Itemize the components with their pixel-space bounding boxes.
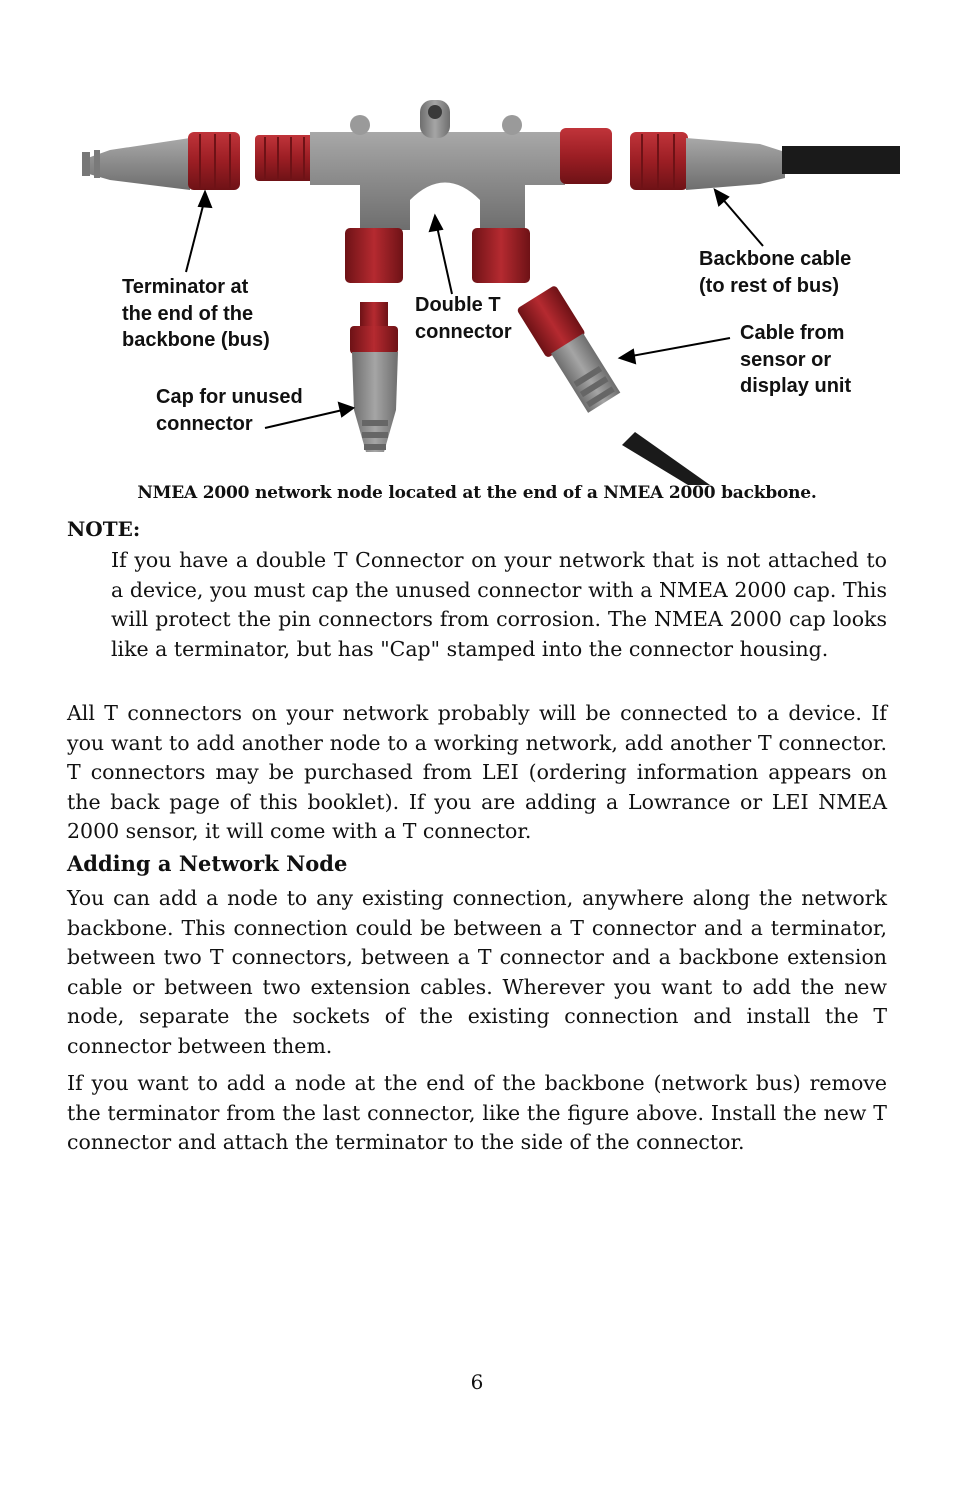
terminator-connector — [82, 132, 240, 190]
page-number: 6 — [470, 1370, 484, 1394]
figure-caption: NMEA 2000 network node located at the end of a NMEA 2000 backbone. — [137, 483, 817, 503]
note-text: If you have a double T Connector on your network that is not attached to a device, you must cap the unused connector with a NMEA 2000 cap. This will protect the pin connectors from corrosion. The NMEA 2000 cap looks like a terminator, but has "Cap" stamped into the connector housing. — [111, 548, 887, 661]
paragraph-add-node: You can add a node to any existing connection, anywhere along the network backbone. This connection could be between a T connector and a terminator, between two T connectors, between a T connector and a backbone extension cable or between two extension cables. Wherever you want to add the new node, separate the sockets of the existing connection and install the T connector between them. — [67, 886, 887, 1058]
double-t-connector — [255, 100, 612, 283]
section-heading: Adding a Network Node — [67, 851, 348, 876]
paragraph-end-of-backbone: If you want to add a node at the end of the backbone (network bus) remove the terminator from the last connector, like the figure above. Install the new T connector and attach the terminator to the side of the connector. — [67, 1071, 887, 1155]
note-heading: NOTE: — [67, 517, 141, 541]
backbone-cable — [630, 132, 900, 190]
paragraph-t-connectors: All T connectors on your network probably will be connected to a device. If you want to add another node to a working network, add another T connector. T connectors may be purchased from LEI (ordering information appears on the back page of this booklet). If you are adding a Lowrance or LEI NMEA 2000 sensor, it will come with a T connector. — [67, 701, 887, 844]
sensor-cable — [516, 285, 710, 485]
callout-terminator: Terminator at the end of the backbone (bus) — [122, 276, 270, 351]
callout-double-t-connector: Double T connector — [415, 294, 512, 343]
callout-cap: Cap for unused connector — [156, 386, 303, 435]
cap-connector — [350, 302, 398, 452]
connector-figure — [60, 80, 900, 485]
callout-backbone-cable: Backbone cable (to rest of bus) — [699, 248, 852, 297]
callout-cable-from-sensor: Cable from sensor or display unit — [740, 322, 852, 397]
